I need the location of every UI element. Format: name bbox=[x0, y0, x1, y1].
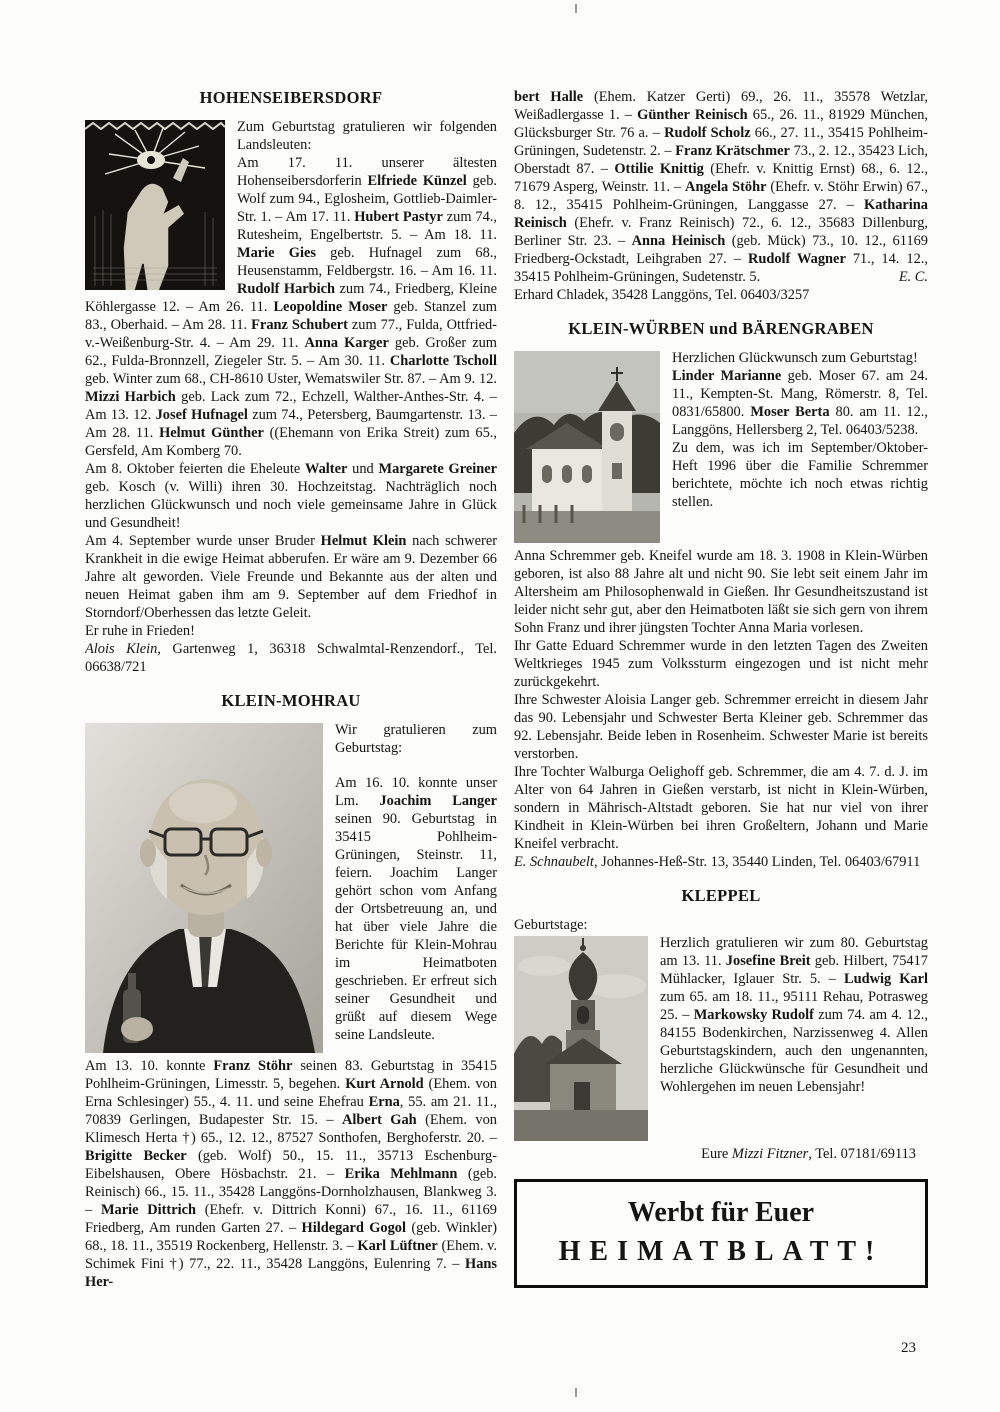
right-column bbox=[514, 88, 928, 1288]
subtitle-geburtstage: Geburtstage: bbox=[514, 917, 588, 933]
author-initials: E. C. bbox=[898, 269, 928, 285]
section-hohenseibersdorf bbox=[85, 118, 497, 676]
section-title-klein-mohrau: KLEIN-MOHRAU bbox=[221, 691, 361, 710]
paragraph-correction-intro: Zu dem, was ich im September/Oktober-Heft 1996 über die Familie Schremmer berichtete, möchte ich noch etwas richtig stellen. bbox=[672, 440, 928, 510]
portrait-photo bbox=[85, 723, 323, 1053]
paragraph-birthday-list: Linder Marianne geb. Moser 67. am 24. 11., Kempten-St. Mang, Römerstr. 8, Tel. 0831/65800. Moser Berta 80. am 11. 12., Langgöns, Hellersberg 2, Tel. 06403/5238. bbox=[672, 368, 928, 438]
registration-mark-top bbox=[575, 4, 577, 13]
paragraph-intro: Zum Geburtstag gratulieren wir folgenden Landsleuten: bbox=[237, 119, 497, 153]
text-run: bert Halle (Ehem. Katzer Gerti) 69., 26. 11., 35578 Wetzlar, Weißadlergasse 1. – Günther Reinisch 65., 26. 11., 81929 München, Glücksburger Str. 76 a. – Rudolf Scholz 66., 27. 11., 35415 Pohlheim-Grüningen, Sudetenstr. 2. – Franz Krätschmer 73., 2. 12., 35423 Lich, Oberstadt 87. – Ottilie Knittig (Ehefr. v. Knittig Ernst) 68., 6. 12., 71679 Asperg, Weinstr. 11. – Angela Stöhr (Ehefr. v. Stöhr Erwin) 67., 8. 12., 35415 Pohlheim-Grüningen, Langgasse 27. – Katharina Reinisch (Ehefr. v. Franz Reinisch) 72., 6. 12., 35683 Dillenburg, Berliner Str. 23. – Anna Heinisch (geb. Mück) 73., 10. 12., 61169 Friedberg-Ockstadt, Leihgraben 27. – Rudolf Wagner 71., 14. 12., 35415 Pohlheim-Grüningen, Sudetenstr. 5. bbox=[514, 89, 928, 285]
paragraph-sisters: Ihre Schwester Aloisia Langer geb. Schremmer erreicht in diesem Jahr das 90. Lebensjahr und Schwester Berta Kleiner geb. Schremmer das 92. Lebensjahr. Beide leben in Rosenheim. Schwester Marie ist bereits verstorben. bbox=[514, 692, 928, 762]
paragraph-contact-erhard-chladek: Erhard Chladek, 35428 Langgöns, Tel. 06403/3257 bbox=[514, 287, 810, 303]
paragraph-greeting: Wir gratulieren zum Geburtstag: bbox=[335, 722, 497, 756]
paragraph-rest-in-peace: Er ruhe in Frieden! bbox=[85, 623, 195, 639]
registration-mark-bottom bbox=[575, 1388, 577, 1397]
paragraph-anna-schremmer: Anna Schremmer geb. Kneifel wurde am 18. 3. 1908 in Klein-Würben geboren, ist also 88 Jahre alt und nicht 90. Sie lebt seit einem Jahr im Altersheim am Philosophenwald in Gießen. Ihr Gesundheitszustand ist leider nicht sehr gut, aber den Heimatboten läßt sie sich gern von ihrem Sohn Franz und ihrer jüngsten Tochter Anna Maria vorlesen. bbox=[514, 548, 928, 636]
paragraph-birthday-list: Am 17. 11. unserer ältesten Hohenseibersdorferin Elfriede Künzel geb. Wolf zum 94., Eglosheim, Gottlieb-Daimler-Str. 1. – Am 17. 11. Hubert Pastyr zum 74., Rutesheim, Engelbertstr. 5. – Am 18. 11. Marie Gies geb. Hufnagel zum 68., Heusenstamm, Feldbergstr. 16. – Am 16. 11. Rudolf Harbich zum 74., Friedberg, Kleine Köhlergasse 12. – Am 26. 11. Leopoldine Moser geb. Stanzel zum 83., Oberhaid. – Am 28. 11. Franz Schubert zum 77., Fulda, Ottfried-v.-Weißenburg-Str. 4. – Am 29. 11. Anna Karger geb. Großer zum 62., Fulda-Bronnzell, Ziegeler Str. 5. – Am 30. 11. Charlotte Tscholl geb. Winter zum 68., CH-8610 Uster, Wematswiler Str. 87. – Am 9. 12. Mizzi Harbich geb. Lack zum 72., Echzell, Walther-Anthes-Str. 4. – Am 13. 12. Josef Hufnagel zum 74., Petersberg, Baumgartenstr. 13. – Am 28. 11. Helmut Günther ((Ehemann von Erika Streit) zum 65., Gersfeld, Am Komberg 70. bbox=[85, 155, 497, 459]
paragraph-birthday-list-continued bbox=[514, 88, 928, 286]
ad-line-1: Werbt für Euer bbox=[627, 1197, 815, 1228]
heimatblatt-ad-box bbox=[514, 1179, 928, 1288]
left-column bbox=[85, 88, 497, 1293]
paragraph-daughter: Ihre Tochter Walburga Oelighoff geb. Schremmer, die am 4. 7. d. J. im Alter von 64 Jahren in Gießen verstarb, ist nicht in Klein-Würben, sondern in Mährisch-Altstadt geboren. Sie hat nur viel von ihrer Kindheit in Klein-Würben bei ihren Großeltern, Johann und Marie Kneifel verbracht. bbox=[514, 764, 928, 852]
paragraph-greeting: Herzlichen Glückwunsch zum Geburtstag! bbox=[672, 350, 918, 366]
paragraph-eduard-schremmer: Ihr Gatte Eduard Schremmer wurde in den letzten Tagen des Zweiten Weltkrieges 1945 zum Volkssturm eingezogen und ist nicht mehr zurückgekehrt. bbox=[514, 638, 928, 690]
section-klein-mohrau bbox=[85, 721, 497, 1291]
chapel-photo bbox=[514, 936, 648, 1141]
paragraph-obituary: Am 4. September wurde unser Bruder Helmut Klein nach schwerer Krankheit in die ewige Heimat abberufen. Er wäre am 9. Dezember 66 Jahre alt geworden. Viele Freunde und Bekannte aus der alten und neuen Heimat gaben ihm am 9. September auf dem Friedhof in Storndorf/Oberhessen das letzte Geleit. bbox=[85, 533, 497, 621]
section-title-hohenseibersdorf: HOHENSEIBERSDORF bbox=[199, 88, 383, 107]
paragraph-birthday-list: Am 13. 10. konnte Franz Stöhr seinen 83. Geburtstag in 35415 Pohlheim-Grüningen, Limesstr. 5, begehen. Kurt Arnold (Ehem. von Erna Schlesinger) 55., 4. 11. und seine Ehefrau Erna, 55. am 21. 11., 70839 Gerlingen, Budapester Str. 15. – Albert Gah (Ehem. von Klimesch Herta †) 65., 12. 12., 87527 Sonthofen, Berghoferstr. 20. – Brigitte Becker (geb. Wolf) 50., 15. 11., 35713 Eschenburg-Eibelshausen, Obere Hösbachstr. 21. – Erika Mehlmann (geb. Reinisch) 66., 15. 11., 35428 Langgöns-Dornholzhausen, Blankweg 3. – Marie Dittrich (Ehefr. v. Dittrich Konni) 67., 16. 11., 61169 Friedberg, Am runden Garten 27. – Hildegard Gogol (geb. Winkler) 68., 18. 11., 35519 Rockenberg, Hellenstr. 3. – Karl Lüftner (Ehem. v. Schimek Fini †) 77., 22. 11., 35428 Langgöns, Eulenring 7. – Hans Her- bbox=[85, 1058, 497, 1290]
woodcut-illustration bbox=[85, 120, 225, 290]
paragraph-signature-mizzi-fitzner: Eure Mizzi Fitzner, Tel. 07181/69113 bbox=[701, 1146, 916, 1162]
paragraph-contact-schnaubelt: E. Schnaubelt, Johannes-Heß-Str. 13, 35440 Linden, Tel. 06403/67911 bbox=[514, 854, 921, 870]
section-klein-mohrau-continued bbox=[514, 88, 928, 304]
ad-line-2: HEIMATBLATT! bbox=[558, 1236, 884, 1267]
section-title-kleppel: KLEPPEL bbox=[681, 886, 761, 905]
paragraph-contact-alois-klein: Alois Klein, Gartenweg 1, 36318 Schwalmtal-Renzendorf., Tel. 06638/721 bbox=[85, 641, 497, 675]
section-title-klein-wuerben: KLEIN-WÜRBEN und BÄRENGRABEN bbox=[568, 319, 874, 338]
section-klein-wuerben bbox=[514, 349, 928, 871]
page-number: 23 bbox=[901, 1340, 916, 1356]
paragraph-anniversary: Am 8. Oktober feierten die Eheleute Walter und Margarete Greiner geb. Kosch (v. Willi) ihren 30. Hochzeitstag. Nachträglich noch herzlichen Glückwunsch und noch viele gemeinsame Jahre in Glück und Gesundheit! bbox=[85, 461, 497, 531]
church-photo bbox=[514, 351, 660, 543]
section-kleppel bbox=[514, 916, 928, 1163]
paragraph-birthday-list: Herzlich gratulieren wir zum 80. Geburtstag am 13. 11. Josefine Breit geb. Hilbert, 75417 Mühlacker, Iglauer Str. 5. – Ludwig Karl zum 65. am 18. 11., 95111 Rehau, Potrasweg 25. – Markowsky Rudolf zum 74. am 4. 12., 84155 Bodenkirchen, Narzissenweg 4. Allen Geburtstagskindern, auch den ungenannten, herzliche Glückwünsche für Gesundheit und Wohlergehen im neuen Lebensjahr! bbox=[660, 935, 928, 1095]
paragraph-joachim-langer: Am 16. 10. konnte unser Lm. Joachim Langer seinen 90. Geburtstag in 35415 Pohlheim-Grüningen, Steinstr. 11, feiern. Joachim Langer gehört schon vom Anfang der Ortsbetreuung an, und hat über viele Jahre die Berichte für Klein-Mohrau im Heimatboten geschrieben. Er erfreut sich seiner Gesundheit und grüßt auf diesem Wege seine Landsleute. bbox=[335, 775, 497, 1043]
